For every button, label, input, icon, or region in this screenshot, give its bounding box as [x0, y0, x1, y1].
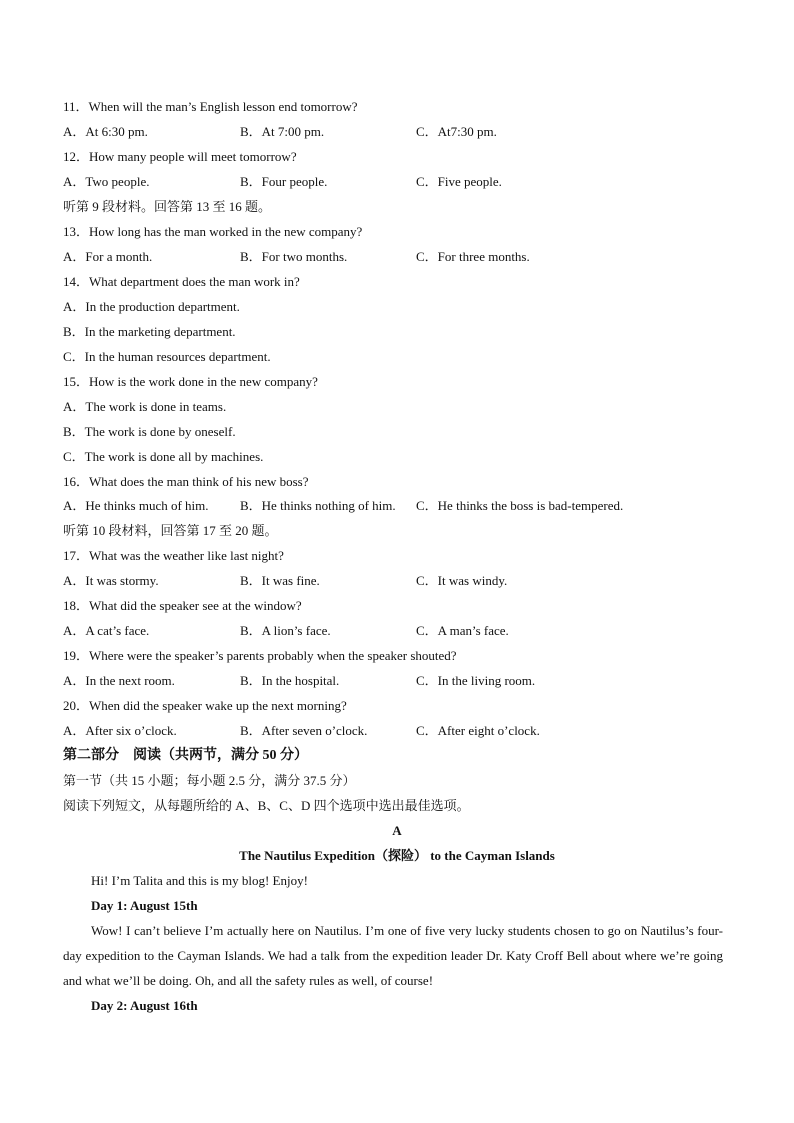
question-20-stem: 20．When did the speaker wake up the next morning? [63, 698, 347, 713]
reading-instruction: 阅读下列短文，从每题所给的 A、B、C、D 四个选项中选出最佳选项。 [63, 798, 470, 813]
option-b: B．It was fine. [240, 573, 320, 588]
option-b: B．In the hospital. [240, 673, 340, 688]
option-c: C．In the living room. [416, 673, 536, 688]
option-a: A．At 6:30 pm. [63, 124, 148, 139]
option-c: C．He thinks the boss is bad-tempered. [416, 498, 624, 513]
passage-title: The Nautilus Expedition（探险） to the Cayman Islands [239, 848, 555, 863]
option-a: A．After six o’clock. [63, 723, 177, 738]
passage-letter: A [392, 823, 402, 838]
question-18-stem: 18．What did the speaker see at the window? [63, 598, 302, 613]
option-c: C．It was windy. [416, 573, 508, 588]
option-a: A．The work is done in teams. [63, 399, 227, 414]
option-b: B．At 7:00 pm. [240, 124, 325, 139]
option-b: B．In the marketing department. [63, 324, 236, 339]
question-19-stem: 19．Where were the speaker’s parents probably when the speaker shouted? [63, 648, 457, 663]
option-b: B．Four people. [240, 174, 328, 189]
question-16-stem: 16．What does the man think of his new boss? [63, 474, 309, 489]
part-two-heading: 第二部分 阅读（共两节，满分 50 分） [63, 748, 308, 763]
option-a: A．He thinks much of him. [63, 498, 209, 513]
day-one-heading: Day 1: August 15th [91, 898, 198, 913]
option-c: C．The work is done all by machines. [63, 449, 264, 464]
question-11-stem: 11．When will the man’s English lesson end tomorrow? [63, 99, 358, 114]
blog-intro: Hi! I’m Talita and this is my blog! Enjoy! [91, 873, 308, 888]
option-c: C．Five people. [416, 174, 502, 189]
option-c: C．A man’s face. [416, 623, 509, 638]
option-a: A．In the next room. [63, 673, 175, 688]
question-15-stem: 15．How is the work done in the new company? [63, 374, 318, 389]
listening-instruction-10: 听第 10 段材料，回答第 17 至 20 题。 [63, 523, 278, 538]
day-two-heading: Day 2: August 16th [91, 998, 198, 1013]
option-b: B．After seven o’clock. [240, 723, 368, 738]
option-a: A．For a month. [63, 249, 153, 264]
listening-instruction-9: 听第 9 段材料。回答第 13 至 16 题。 [63, 199, 272, 214]
option-c: C．After eight o’clock. [416, 723, 540, 738]
option-b: B．The work is done by oneself. [63, 424, 236, 439]
option-b: B．He thinks nothing of him. [240, 498, 396, 513]
question-14-stem: 14．What department does the man work in? [63, 274, 300, 289]
section-one-heading: 第一节（共 15 小题；每小题 2.5 分，满分 37.5 分） [63, 773, 356, 788]
option-b: B．For two months. [240, 249, 348, 264]
option-c: C．In the human resources department. [63, 349, 271, 364]
option-a: A．Two people. [63, 174, 150, 189]
option-a: A．In the production department. [63, 299, 240, 314]
question-12-stem: 12．How many people will meet tomorrow? [63, 149, 297, 164]
option-c: C．At7:30 pm. [416, 124, 497, 139]
option-b: B．A lion’s face. [240, 623, 331, 638]
question-13-stem: 13．How long has the man worked in the new company? [63, 224, 363, 239]
option-c: C．For three months. [416, 249, 530, 264]
option-a: A．It was stormy. [63, 573, 159, 588]
question-17-stem: 17．What was the weather like last night? [63, 548, 284, 563]
option-a: A．A cat’s face. [63, 623, 150, 638]
day-one-paragraph: Wow! I can’t believe I’m actually here on Nautilus. I’m one of five very lucky students chosen to go on Nautilus’s four-day expedition to the Cayman Islands. We had a talk from the expedition leader Dr. Katy Croff Bell about where we’re going and what we’ll be doing. Oh, and all the safety rules as well, of course! [63, 923, 723, 988]
